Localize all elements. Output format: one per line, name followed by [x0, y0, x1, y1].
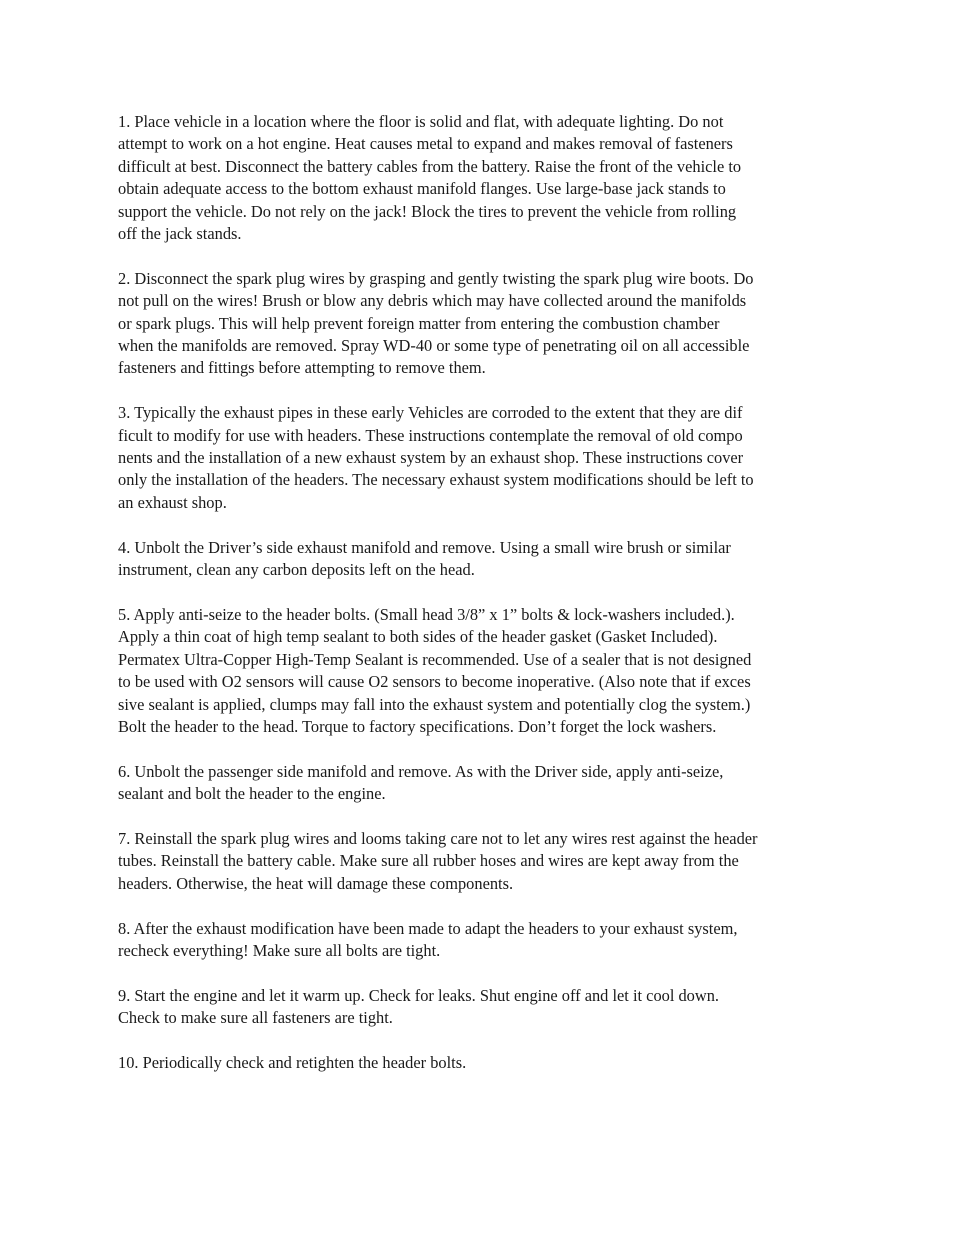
- step-4: 4. Unbolt the Driver’s side exhaust manifold and remove. Using a small wire brush or similar instrument, clean any carbon deposits left on the head.: [118, 537, 731, 580]
- step-2: 2. Disconnect the spark plug wires by grasping and gently twisting the spark plug wire boots. Do not pull on the wires! Brush or blow any debris which may have collected around the manifolds or spark plugs. This will help prevent foreign matter from entering the combustion chamber when the manifolds are removed. Spray WD-40 or some type of penetrating oil on all accessible fasteners and fittings before attempting to remove them.: [118, 268, 754, 378]
- step-8: 8. After the exhaust modification have been made to adapt the headers to your exhaust system, recheck everything! Make sure all bolts are tight.: [118, 918, 738, 960]
- step-1: 1. Place vehicle in a location where the floor is solid and flat, with adequate lighting. Do not attempt to work on a hot engine. Heat causes metal to expand and makes removal of fasteners difficult at best. Disconnect the battery cables from the battery. Raise the front of the vehicle to obtain adequate access to the bottom exhaust manifold flanges. Use large-base jack stands to support the vehicle. Do not rely on the jack! Block the tires to prevent the vehicle from rolling off the jack stands.: [118, 112, 742, 244]
- step-10: 10. Periodically check and retighten the header bolts.: [118, 1052, 467, 1072]
- step-3: 3. Typically the exhaust pipes in these early Vehicles are corroded to the extent that they are dif ficult to modify for use with headers. These instructions contemplate the removal of old compo nents and the installation of a new exhaust system by an exhaust shop. These instructions cover only the installation of the headers. The necessary exhaust system modifications should be left to an exhaust shop.: [118, 403, 754, 512]
- step-6: 6. Unbolt the passenger side manifold and remove. As with the Driver side, apply anti-seize, sealant and bolt the header to the engine.: [118, 761, 724, 804]
- step-7: 7. Reinstall the spark plug wires and looms taking care not to let any wires rest against the header tubes. Reinstall the battery cable. Make sure all rubber hoses and wires are kept away from the headers. Otherwise, the heat will damage these components.: [118, 828, 758, 893]
- instructions-document: [118, 111, 856, 1074]
- step-9: 9. Start the engine and let it warm up. Check for leaks. Shut engine off and let it cool down. Check to make sure all fasteners are tight.: [118, 985, 720, 1028]
- step-5: 5. Apply anti-seize to the header bolts. (Small head 3/8” x 1” bolts & lock-washers included.). Apply a thin coat of high temp sealant to both sides of the header gasket (Gasket Included). Permatex Ultra-Copper High-Temp Sealant is recommended. Use of a sealer that is not designed to be used with O2 sensors will cause O2 sensors to become inoperative. (Also note that if exces sive sealant is applied, clumps may fall into the exhaust system and potentially clog the system.) Bolt the header to the head. Torque to factory specifications. Don’t forget the lock washers.: [118, 604, 752, 736]
